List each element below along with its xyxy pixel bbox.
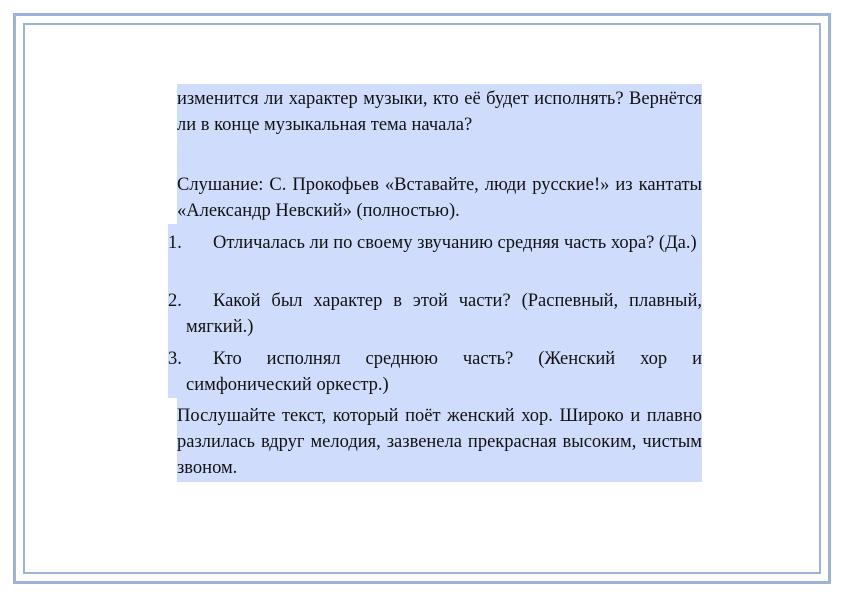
- paragraph-lyrics: [177, 403, 702, 481]
- list-text-2: Какой был характер в этой части? (Распевный, плавный, мягкий.): [186, 291, 702, 337]
- paragraph-question: [177, 86, 702, 138]
- paragraph-listening: [177, 172, 702, 224]
- list-text-1: Отличалась ли по своему звучанию средняя часть хора? (Да.): [213, 233, 697, 253]
- list-text-3: Кто исполнял среднюю часть? (Женский хор и симфонический оркестр.): [186, 349, 702, 395]
- list-number-2: 2.: [168, 291, 182, 311]
- paragraph-lyrics-text: Послушайте текст, который поёт женский хор. Широко и плавно разлилась вдруг мелодия, зазвенела прекрасная высоким, чистым звоном.: [177, 406, 702, 478]
- list-number-1: 1.: [168, 233, 182, 253]
- paragraph-question-text: изменится ли характер музыки, кто её будет исполнять? Вернётся ли в конце музыкальная тема начала?: [177, 89, 702, 135]
- paragraph-listening-text: Слушание: С. Прокофьев «Вставайте, люди русские!» из кантаты «Александр Невский» (полностью).: [177, 175, 702, 221]
- list-item-2: [168, 288, 702, 340]
- list-number-3: 3.: [168, 349, 182, 369]
- list-item-3: [168, 346, 702, 398]
- list-item-1: [168, 230, 702, 256]
